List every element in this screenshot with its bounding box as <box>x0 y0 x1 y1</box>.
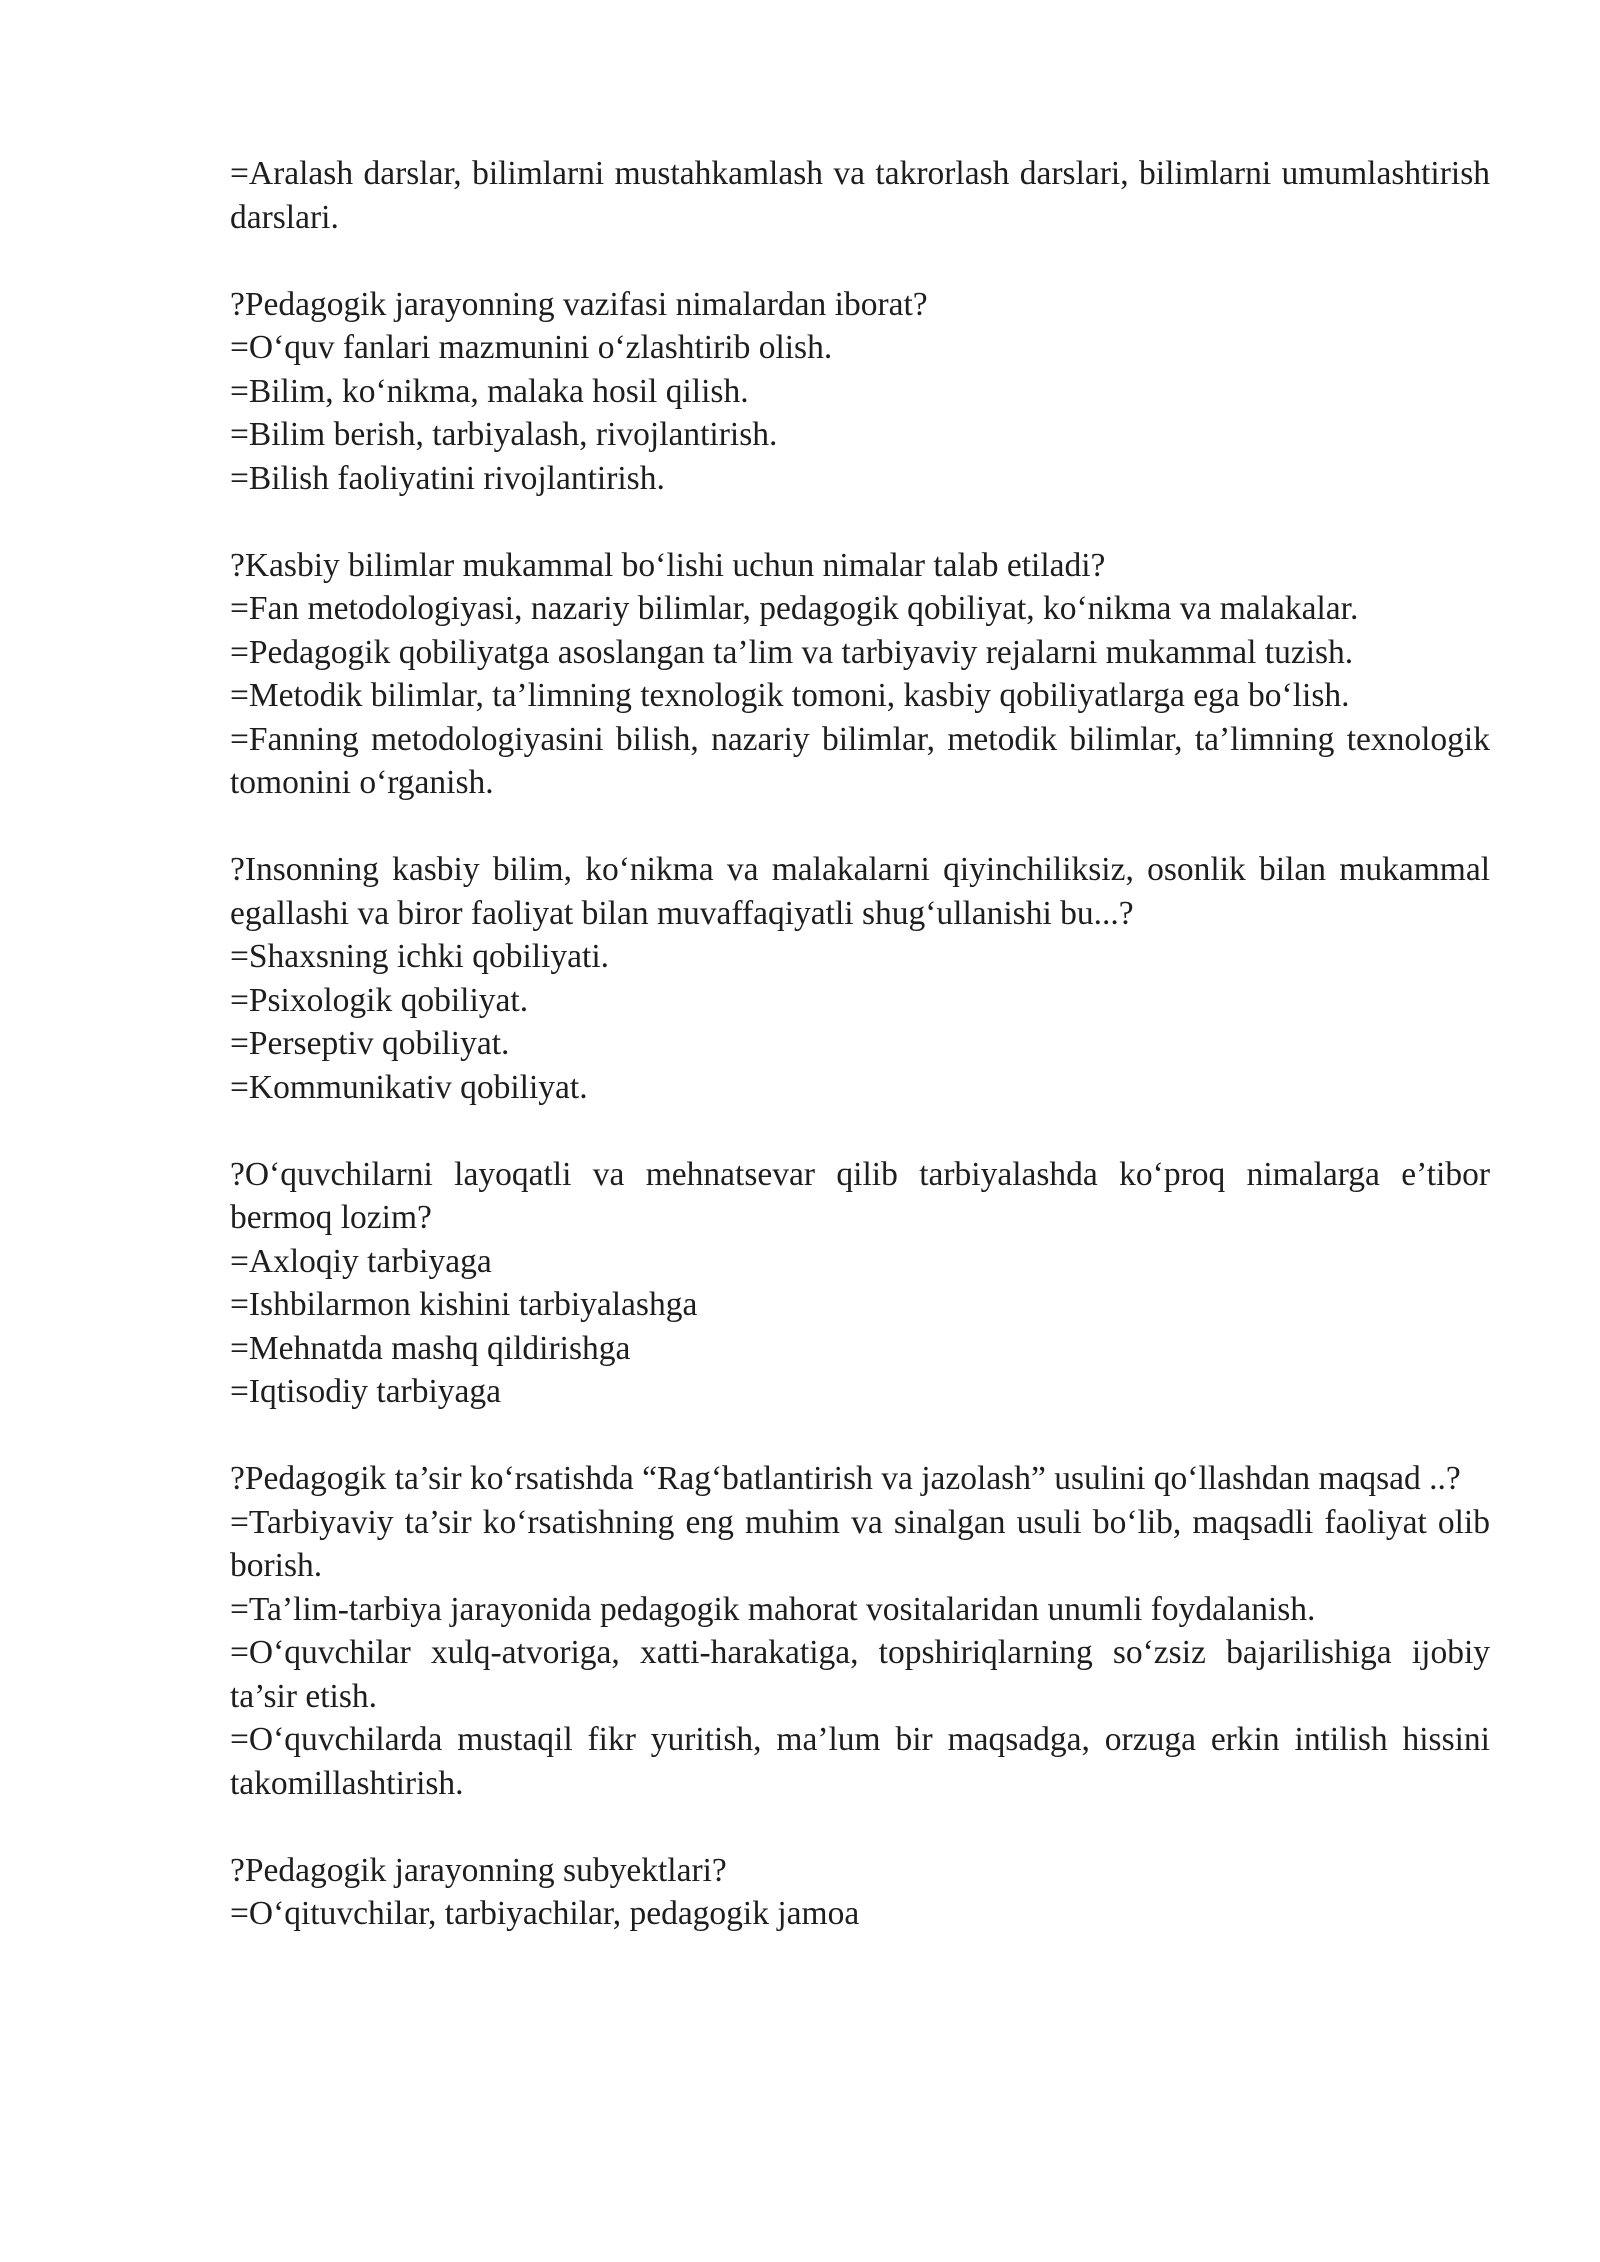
question-block-5 <box>230 1457 1490 1805</box>
answer-option: =Bilish faoliyatini rivojlantirish. <box>230 459 665 497</box>
answer-option: =Pedagogik qobiliyatga asoslangan ta’lim va tarbiyaviy rejalarni mukammal tuzish. <box>230 633 1354 671</box>
question-text: ?O‘quvchilarni layoqatli va mehnatsevar qilib tarbiyalashda ko‘proq nimalarga e’tibor bermoq lozim? <box>230 1155 1490 1236</box>
question-block-1 <box>230 283 1490 501</box>
answer-option: =Fanning metodologiyasini bilish, nazariy bilimlar, metodik bilimlar, ta’limning texnologik tomonini o‘rganish. <box>230 720 1490 801</box>
answer-option: =Psixologik qobiliyat. <box>230 981 529 1019</box>
answer-option: =Ta’lim-tarbiya jarayonida pedagogik mahorat vositalaridan unumli foydalanish. <box>230 1590 1316 1628</box>
answer-option: =Axloqiy tarbiyaga <box>230 1242 492 1280</box>
question-text: ?Pedagogik jarayonning subyektlari? <box>230 1851 727 1889</box>
answer-option: =Tarbiyaviy ta’sir ko‘rsatishning eng muhim va sinalgan usuli bo‘lib, maqsadli faoliyat olib borish. <box>230 1503 1490 1584</box>
answer-option: =O‘quvchilar xulq-atvoriga, xatti-harakatiga, topshiriqlarning so‘zsiz bajarilishiga ijobiy ta’sir etish. <box>230 1634 1490 1715</box>
question-text: ?Kasbiy bilimlar mukammal bo‘lishi uchun nimalar talab etiladi? <box>230 546 1106 584</box>
answer-block-0 <box>230 152 1490 239</box>
question-text: ?Pedagogik jarayonning vazifasi nimalardan iborat? <box>230 285 928 323</box>
answer-option: =Ishbilarmon kishini tarbiyalashga <box>230 1286 698 1323</box>
question-block-2 <box>230 544 1490 805</box>
question-text: ?Insonning kasbiy bilim, ko‘nikma va malakalarni qiyinchiliksiz, osonlik bilan mukammal egallashi va biror faoliyat bilan muvaffaqiyatli shug‘ullanishi bu...? <box>230 851 1490 932</box>
answer-option: =O‘qituvchilar, tarbiyachilar, pedagogik jamoa <box>230 1895 860 1932</box>
answer-option: =Perseptiv qobiliyat. <box>230 1025 510 1062</box>
answer-option: =Bilim, ko‘nikma, malaka hosil qilish. <box>230 372 749 410</box>
question-text: ?Pedagogik ta’sir ko‘rsatishda “Rag‘batlantirish va jazolash” usulini qo‘llashdan maqsad ..? <box>230 1460 1461 1497</box>
answer-option: =Iqtisodiy tarbiyaga <box>230 1373 502 1410</box>
answer-option: =Kommunikativ qobiliyat. <box>230 1068 588 1106</box>
answer-option: =O‘quv fanlari mazmunini o‘zlashtirib olish. <box>230 329 833 366</box>
question-block-6 <box>230 1849 1490 1936</box>
answer-option: =Bilim berish, tarbiyalash, rivojlantirish. <box>230 416 778 453</box>
question-block-3 <box>230 848 1490 1109</box>
answer-option: =Metodik bilimlar, ta’limning texnologik tomoni, kasbiy qobiliyatlarga ega bo‘lish. <box>230 677 1350 714</box>
answer-option: =O‘quvchilarda mustaqil fikr yuritish, ma’lum bir maqsadga, orzuga erkin intilish hissini takomillashtirish. <box>230 1721 1490 1802</box>
document-body <box>230 152 1490 1936</box>
question-block-4 <box>230 1153 1490 1414</box>
answer-option: =Shaxsning ichki qobiliyati. <box>230 938 610 975</box>
answer-option: =Mehnatda mashq qildirishga <box>230 1329 631 1367</box>
answer-option: =Aralash darslar, bilimlarni mustahkamlash va takrorlash darslari, bilimlarni umumlashtirish darslari. <box>230 155 1490 236</box>
answer-option: =Fan metodologiyasi, nazariy bilimlar, pedagogik qobiliyat, ko‘nikma va malakalar. <box>230 590 1359 627</box>
